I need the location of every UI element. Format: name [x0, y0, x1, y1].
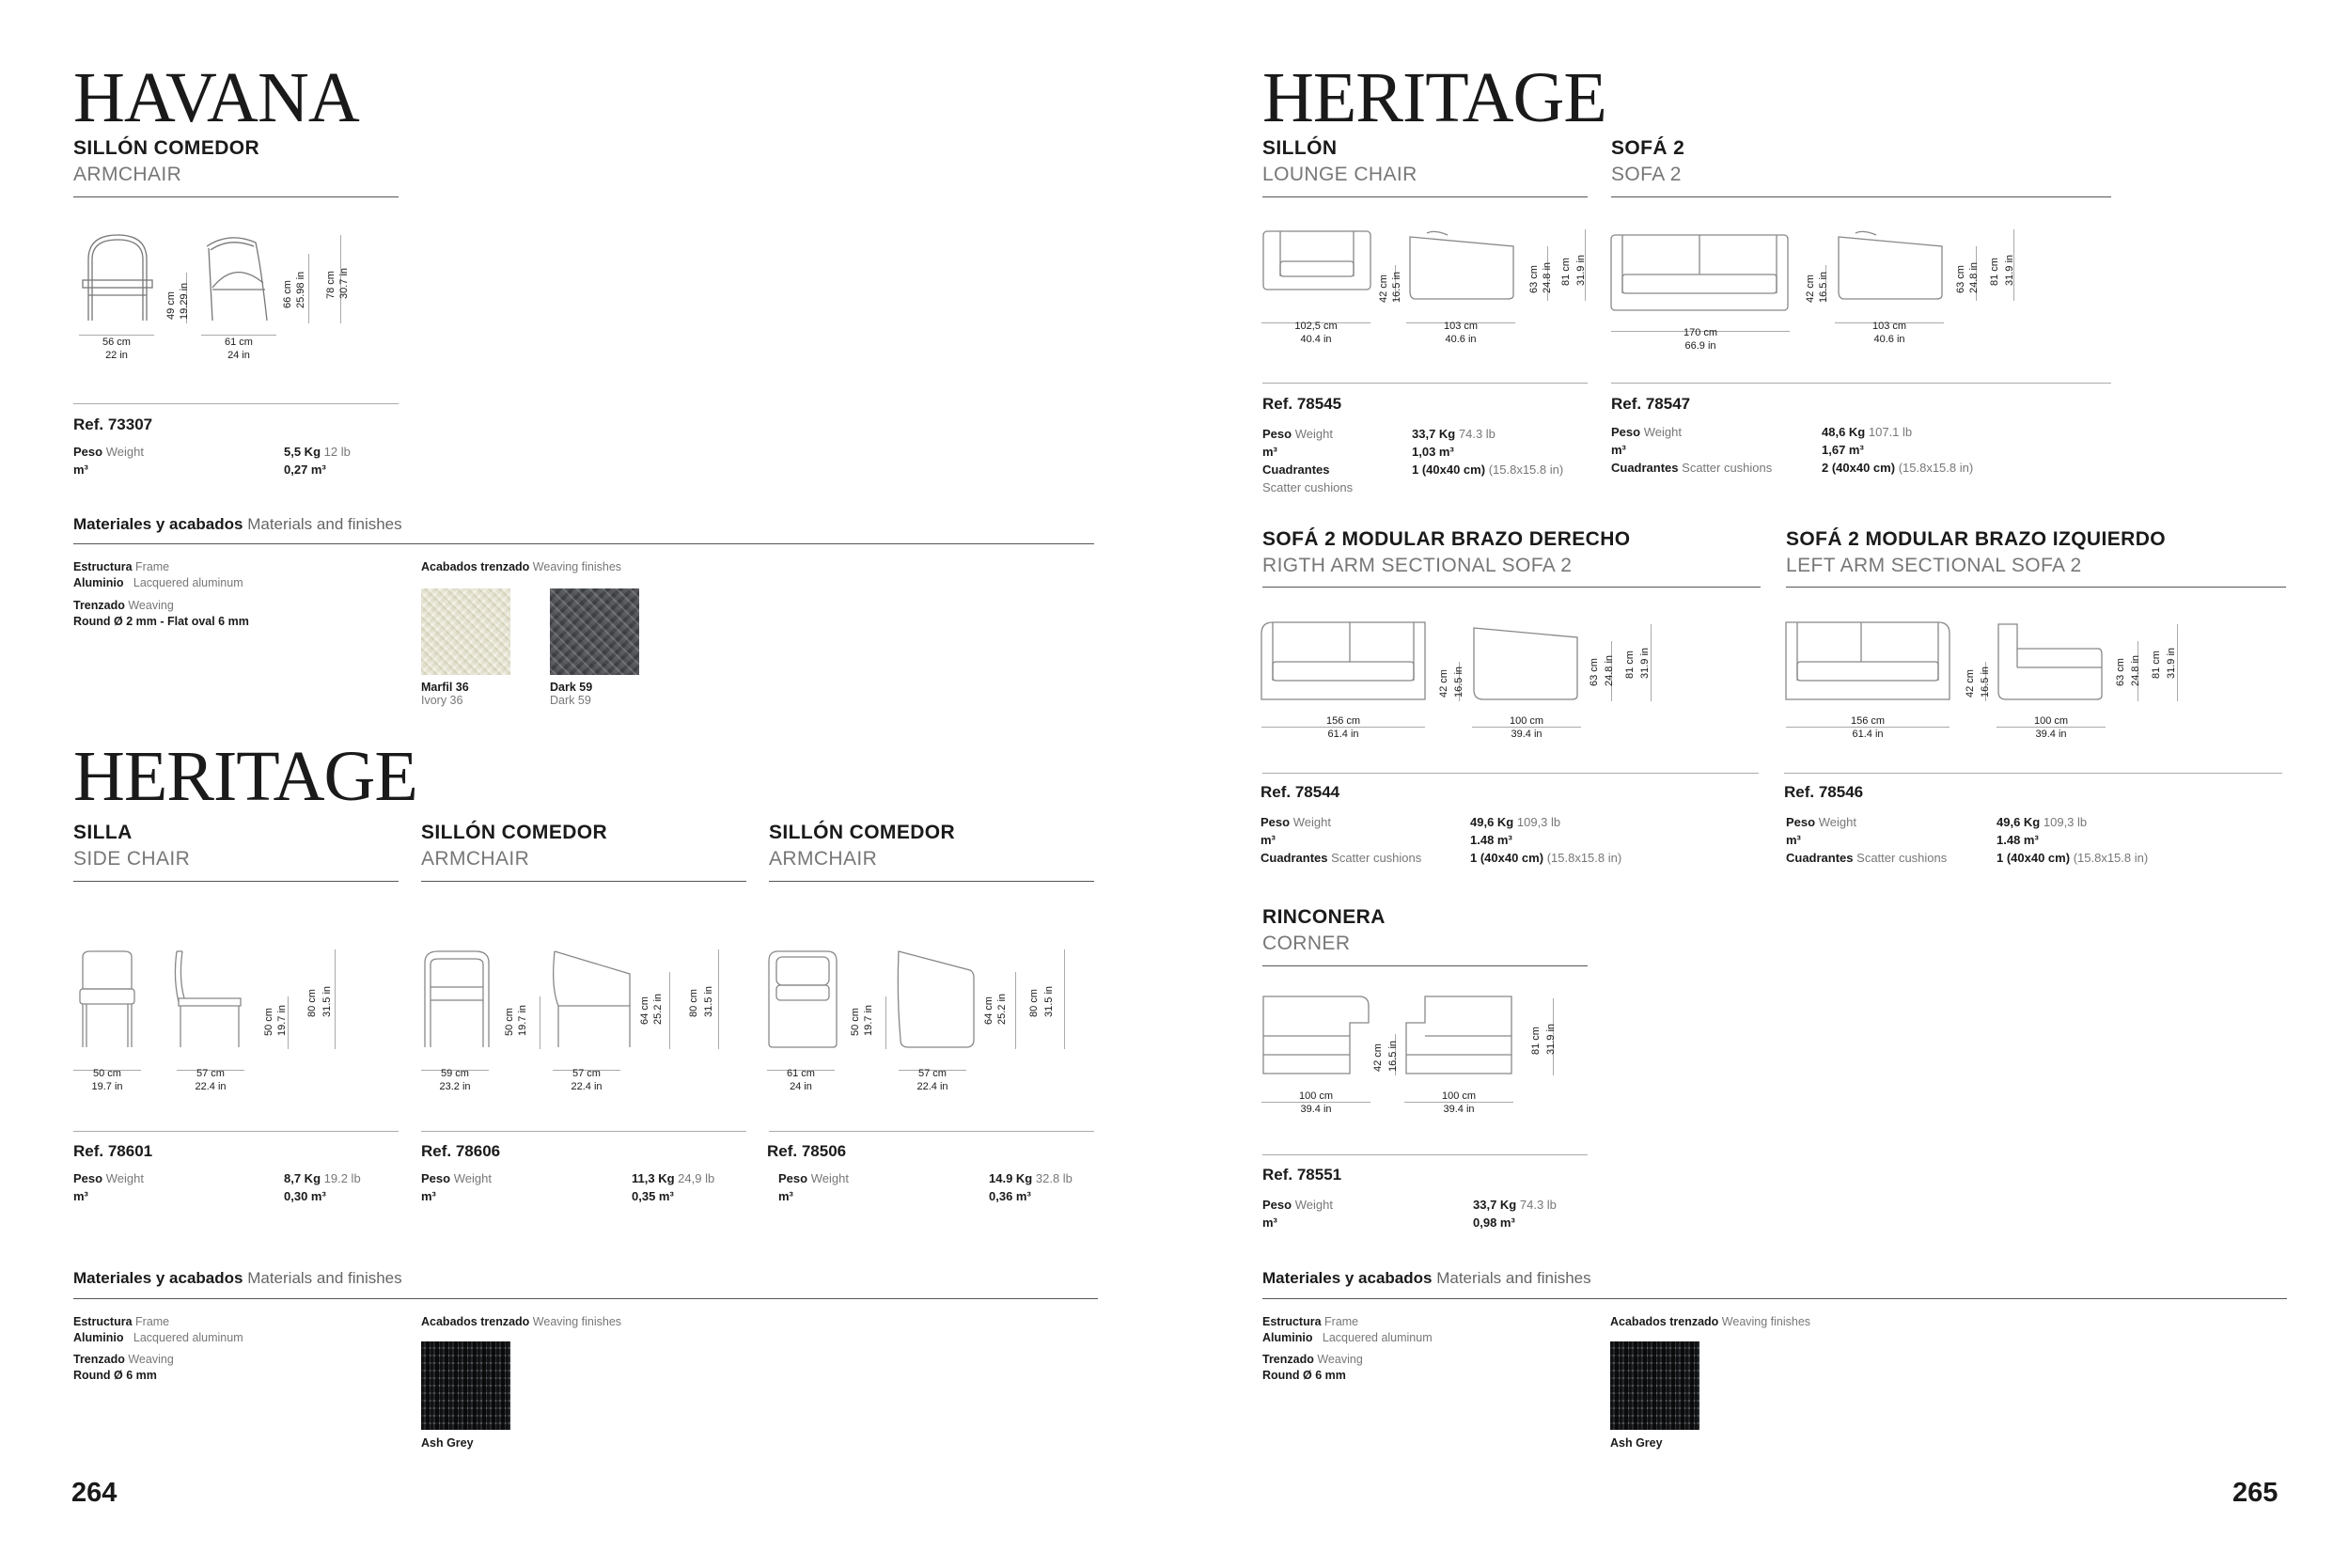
dim-vline	[1064, 949, 1065, 1049]
spec-labels: Peso Weight m³	[421, 1171, 492, 1203]
dim-total-height: 80 cm	[306, 989, 318, 1017]
product-title: SILLÓN COMEDOR	[73, 137, 260, 159]
collection-title-heritage-left: HERITAGE	[73, 737, 417, 816]
dim-vline	[308, 254, 309, 323]
product-ref: Ref. 78546	[1784, 783, 1864, 801]
product-header-left-arm-sofa: SOFÁ 2 MODULAR BRAZO IZQUIERDO LEFT ARM SECTIONAL SOFA 2	[1786, 528, 2166, 576]
dim-seat-height: 50 cm	[504, 1008, 515, 1036]
divider	[1262, 773, 1759, 774]
dim-total-height: 81 cm	[1530, 1027, 1542, 1055]
armchair-78606-front-drawing	[421, 949, 493, 1049]
dim-width: 102,5 cm 40.4 in	[1294, 321, 1338, 345]
dim-arm-height: 64 cm	[639, 996, 650, 1025]
spec-values: 11,3 Kg 24,9 lb 0,35 m³	[632, 1171, 715, 1203]
dim-width: 50 cm 19.7 in	[91, 1068, 123, 1092]
spec-values: 49,6 Kg 109,3 lb 1.48 m³ 1 (40x40 cm) (15.8x15.8 in)	[1997, 815, 2149, 865]
dim-depth: 103 cm 40.6 in	[1443, 321, 1479, 345]
dim-seat-height: 42 cm	[1965, 669, 1976, 698]
dim-total-height: 80 cm	[1028, 989, 1040, 1017]
product-header-sofa-2: SOFÁ 2 SOFA 2	[1611, 137, 1685, 185]
product-ref: Ref. 78545	[1262, 395, 1342, 413]
spec-labels: Peso Weight m³	[778, 1171, 849, 1203]
dim-vline	[288, 996, 289, 1049]
side-chair-front-drawing	[77, 949, 137, 1049]
product-ref: Ref. 78551	[1262, 1166, 1342, 1184]
divider	[1262, 1154, 1588, 1155]
divider	[1784, 773, 2282, 774]
dim-total-height: 81 cm	[2151, 651, 2162, 679]
havana-armchair-front-drawing	[79, 231, 156, 323]
divider	[73, 881, 399, 882]
dim-depth: 57 cm 22.4 in	[195, 1068, 227, 1092]
materials-title: Materiales y acabados Materials and finishes	[73, 1269, 402, 1287]
dim-arm-height: 63 cm	[1955, 265, 1966, 293]
product-ref: Ref. 78506	[767, 1142, 847, 1160]
dim-total-height: 81 cm	[1624, 651, 1636, 679]
swatch-label-ivory: Marfil 36 Ivory 36	[421, 681, 469, 707]
swatch-ivory[interactable]	[421, 588, 510, 675]
dim-depth: 100 cm 39.4 in	[1441, 1090, 1477, 1115]
divider	[1262, 383, 1588, 384]
dim-depth: 61 cm 24 in	[225, 337, 253, 361]
dim-total-height-in: 31.9 in	[2166, 647, 2177, 679]
dim-arm-height-in: 24.8 in	[1968, 261, 1980, 293]
side-chair-side-drawing	[171, 949, 246, 1049]
dim-seat-height: 42 cm	[1372, 1043, 1384, 1072]
spec-values: 5,5 Kg 12 lb 0,27 m³	[284, 445, 351, 477]
weaving-finishes-label: Acabados trenzado Weaving finishes	[421, 560, 622, 573]
product-header-corner: RINCONERA CORNER	[1262, 906, 1386, 954]
spec-labels: Peso Weight m³	[1262, 1198, 1333, 1230]
divider	[73, 196, 399, 197]
product-header-silla: SILLA SIDE CHAIR	[73, 822, 191, 870]
weaving-finishes-label: Acabados trenzado Weaving finishes	[1610, 1315, 1811, 1328]
lounge-chair-side-drawing	[1406, 229, 1517, 301]
armchair-78506-side-drawing	[895, 949, 976, 1049]
dim-vline	[718, 949, 719, 1049]
dim-depth: 103 cm 40.6 in	[1871, 321, 1907, 345]
dim-depth: 100 cm 39.4 in	[2033, 715, 2069, 740]
page-number-left: 264	[71, 1478, 117, 1508]
divider	[1611, 196, 2111, 197]
dim-arm-height-in: 24.8 in	[1604, 654, 1615, 686]
spec-values: 33,7 Kg 74.3 lb 0,98 m³	[1473, 1198, 1557, 1230]
dim-arm-height: 66 cm	[282, 280, 293, 308]
dim-depth: 57 cm 22.4 in	[571, 1068, 603, 1092]
materials-weave: Trenzado Weaving Round Ø 2 mm - Flat oval 6 mm	[73, 599, 249, 628]
dim-arm-height-in: 24.8 in	[2130, 654, 2141, 686]
swatch-label-ash-grey: Ash Grey	[1610, 1436, 1663, 1450]
dim-depth: 57 cm 22.4 in	[916, 1068, 948, 1092]
divider	[1262, 965, 1588, 966]
dim-seat-height-in: 19.7 in	[276, 1004, 288, 1036]
dim-vline	[885, 996, 886, 1049]
dim-total-height-in: 31.5 in	[321, 985, 333, 1017]
product-ref: Ref. 78601	[73, 1142, 153, 1160]
materials-weave: Trenzado Weaving Round Ø 6 mm	[73, 1353, 174, 1382]
sofa-2-side-drawing	[1835, 229, 1946, 301]
divider	[73, 1131, 399, 1132]
divider	[421, 881, 746, 882]
dim-arm-height-in: 25.2 in	[652, 993, 664, 1025]
divider	[769, 1131, 1094, 1132]
dim-vline	[669, 972, 670, 1049]
dim-seat-height-in: 16.5 in	[1453, 666, 1464, 698]
dim-seat-height: 42 cm	[1805, 274, 1816, 303]
left-arm-sofa-side-drawing	[1995, 620, 2106, 701]
spec-values: 33,7 Kg 74.3 lb 1,03 m³ 1 (40x40 cm) (15.8x15.8 in)	[1412, 427, 1564, 477]
dim-total-height: 81 cm	[1989, 258, 2000, 286]
dim-width: 56 cm 22 in	[102, 337, 131, 361]
weaving-finishes-label: Acabados trenzado Weaving finishes	[421, 1315, 622, 1328]
divider	[769, 881, 1094, 882]
dim-arm-height: 63 cm	[1589, 658, 1600, 686]
materials-frame: Estructura Frame Aluminio Lacquered aluminum	[73, 1315, 243, 1344]
dim-width: 156 cm 61.4 in	[1850, 715, 1886, 740]
armchair-78506-front-drawing	[767, 949, 838, 1049]
dim-vline	[1015, 972, 1016, 1049]
dim-width: 170 cm 66.9 in	[1683, 327, 1718, 352]
spec-labels: Peso Weight m³	[73, 445, 144, 477]
materials-weave: Trenzado Weaving Round Ø 6 mm	[1262, 1353, 1363, 1382]
product-ref: Ref. 78547	[1611, 395, 1691, 413]
dim-total-height-in: 31.9 in	[1545, 1023, 1557, 1055]
dim-width: 59 cm 23.2 in	[439, 1068, 471, 1092]
swatch-label-ash-grey: Ash Grey	[421, 1436, 474, 1450]
lounge-chair-front-drawing	[1261, 229, 1372, 291]
spec-labels: Peso Weight m³ Cuadrantes Scatter cushions	[1261, 815, 1422, 865]
dim-seat-height: 42 cm	[1438, 669, 1449, 698]
materials-frame: Estructura Frame Aluminio Lacquered aluminum	[1262, 1315, 1433, 1344]
page-number-right: 265	[2232, 1478, 2279, 1508]
materials-title: Materiales y acabados Materials and finishes	[73, 515, 402, 533]
spec-labels: Peso Weight m³ Cuadrantes Scatter cushions	[1262, 427, 1354, 494]
dim-total-height: 80 cm	[688, 989, 699, 1017]
swatch-ash-grey[interactable]	[1610, 1341, 1699, 1430]
left-arm-sofa-front-drawing	[1784, 620, 1951, 701]
spec-values: 48,6 Kg 107.1 lb 1,67 m³ 2 (40x40 cm) (15.8x15.8 in)	[1822, 425, 1974, 475]
swatch-ash-grey[interactable]	[421, 1341, 510, 1430]
havana-armchair-side-drawing	[201, 231, 278, 323]
dim-vline	[335, 949, 336, 1049]
divider	[1611, 383, 2111, 384]
dim-seat-height-in: 19.29 in	[179, 282, 190, 320]
dim-total-height-in: 31.9 in	[1639, 647, 1651, 679]
armchair-78606-side-drawing	[551, 949, 632, 1049]
dim-seat-height-in: 16.5 in	[1980, 666, 1991, 698]
dim-arm-height: 64 cm	[983, 996, 994, 1025]
collection-title-heritage-right: HERITAGE	[1262, 58, 1606, 137]
dim-total-height-in: 31.9 in	[1575, 254, 1587, 286]
product-header-armchair-78606: SILLÓN COMEDOR ARMCHAIR	[421, 822, 608, 870]
divider	[73, 543, 1094, 544]
product-header-havana-armchair	[73, 137, 259, 186]
dim-seat-height-in: 19.7 in	[517, 1004, 528, 1036]
divider	[1786, 587, 2286, 588]
dim-seat-height-in: 16.5 in	[1391, 271, 1402, 303]
product-ref: Ref. 78544	[1261, 783, 1340, 801]
dim-width: 61 cm 24 in	[787, 1068, 815, 1092]
materials-title: Materiales y acabados Materials and finishes	[1262, 1269, 1591, 1287]
dim-depth: 100 cm 39.4 in	[1509, 715, 1544, 740]
dim-arm-height: 63 cm	[1528, 265, 1540, 293]
right-arm-sofa-front-drawing	[1260, 620, 1427, 701]
spec-labels: Peso Weight m³ Cuadrantes Scatter cushions	[1611, 425, 1773, 475]
dim-arm-height-in: 24.8 in	[1542, 261, 1553, 293]
dim-seat-height-in: 19.7 in	[863, 1004, 874, 1036]
sofa-2-front-drawing	[1609, 233, 1790, 314]
spec-values: 14.9 Kg 32.8 lb 0,36 m³	[989, 1171, 1073, 1203]
dim-seat-height: 42 cm	[1378, 274, 1389, 303]
dim-arm-height-in: 25.98 in	[295, 271, 306, 308]
product-header-lounge-chair: SILLÓN LOUNGE CHAIR	[1262, 137, 1417, 185]
spec-labels: Peso Weight m³ Cuadrantes Scatter cushions	[1786, 815, 1948, 865]
spec-values: 8,7 Kg 19.2 lb 0,30 m³	[284, 1171, 361, 1203]
corner-front-drawing	[1261, 995, 1370, 1075]
dim-total-height: 78 cm	[325, 271, 337, 299]
dim-seat-height-in: 16.5 in	[1818, 271, 1829, 303]
spec-labels: Peso Weight m³	[73, 1171, 144, 1203]
dim-seat-height: 50 cm	[850, 1008, 861, 1036]
dim-total-height-in: 31.5 in	[703, 985, 714, 1017]
dim-width: 156 cm 61.4 in	[1325, 715, 1361, 740]
product-header-armchair-78506: SILLÓN COMEDOR ARMCHAIR	[769, 822, 956, 870]
dim-width: 100 cm 39.4 in	[1298, 1090, 1334, 1115]
divider	[421, 1131, 746, 1132]
corner-side-drawing	[1404, 995, 1513, 1075]
dim-vline	[1651, 624, 1652, 701]
swatch-label-dark: Dark 59 Dark 59	[550, 681, 593, 707]
dim-total-height-in: 31.9 in	[2004, 254, 2015, 286]
dim-arm-height: 63 cm	[2115, 658, 2126, 686]
dim-total-height-in: 30.7 in	[338, 267, 350, 299]
divider	[1262, 196, 1588, 197]
swatch-dark[interactable]	[550, 588, 639, 675]
dim-seat-height: 50 cm	[263, 1008, 274, 1036]
product-subtitle: ARMCHAIR	[73, 164, 182, 185]
dim-arm-height-in: 25.2 in	[996, 993, 1008, 1025]
right-arm-sofa-side-drawing	[1470, 620, 1581, 701]
collection-title-havana: HAVANA	[73, 58, 359, 137]
product-header-right-arm-sofa: SOFÁ 2 MODULAR BRAZO DERECHO RIGTH ARM SECTIONAL SOFA 2	[1262, 528, 1631, 576]
dim-seat-height-in: 16.5 in	[1387, 1040, 1399, 1072]
materials-frame: Estructura Frame Aluminio Lacquered aluminum	[73, 560, 243, 589]
dim-total-height: 81 cm	[1560, 258, 1572, 286]
product-ref: Ref. 78606	[421, 1142, 501, 1160]
dim-seat-height: 49 cm	[165, 291, 177, 320]
divider	[1262, 1298, 2287, 1299]
product-ref: Ref. 73307	[73, 416, 153, 433]
spec-values: 49,6 Kg 109,3 lb 1.48 m³ 1 (40x40 cm) (15.8x15.8 in)	[1470, 815, 1622, 865]
divider	[73, 1298, 1098, 1299]
divider	[73, 403, 399, 404]
divider	[1262, 587, 1761, 588]
dim-vline	[2177, 624, 2178, 701]
dim-total-height-in: 31.5 in	[1043, 985, 1055, 1017]
